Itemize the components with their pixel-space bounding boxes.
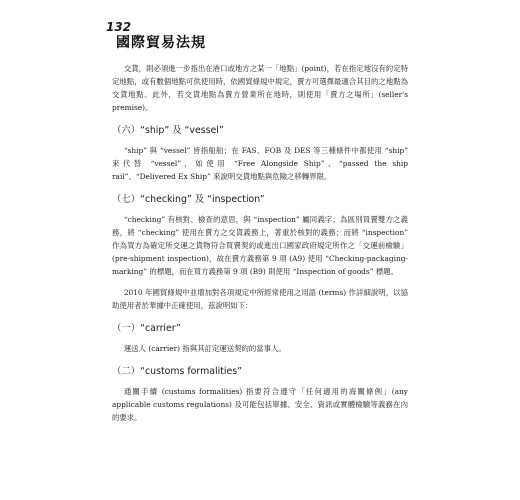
- paragraph-terms-intro: 2010 年國貿條規中並增加對各項規定中所經常使用之用語 (terms) 作詳細說明，以協助使用者於華據中正確使用，茲說明如下：: [112, 288, 408, 310]
- heading-customs-formalities: （二）“customs formalities”: [112, 366, 242, 377]
- heading-ship-vessel: （六）“ship” 及 “vessel”: [112, 125, 224, 136]
- paragraph-delivery-point: 交貨，則必須進一步指出在港口或地方之某一「地點」(point)，若在指定地沒有約定特定地點，或有數個地點可供使用時，依國貿條規中規定，賣方可選擇最適合其目的之地點為交貨地點。此外，若交貨地點為賣方營業所在地時，則使用「賣方之場所」(seller's premise)。: [112, 64, 408, 112]
- heading-carrier: （一）“carrier”: [112, 323, 181, 334]
- paragraph-carrier: 運送人 (carrier) 指與其訂定運送契約的當事人。: [123, 344, 286, 353]
- page-body: [112, 62, 408, 432]
- page-number: 132: [106, 20, 132, 34]
- paragraph-customs-formalities: 通關手續 (customs formalities) 指要符合遵守「任何適用的海關條例」(any applicable customs regulations) 及可能包括單據、安全、資訊或實體檢驗等義務在內的要求。: [112, 387, 408, 422]
- paragraph-ship-vessel: “ship” 與 “vessel” 皆指船舶；在 FAS、FOB 及 DES 等三種條件中都使用 “ship” 來代替 “vessel”，如使用 “Free Alongside Ship”、“passed the ship rail”、“Delivered Ex Ship” 來說明交貨地點與危險之移轉界限。: [112, 146, 408, 181]
- book-title: 國際貿易法規: [116, 35, 206, 51]
- heading-checking-inspection: （七）“checking” 及 “inspection”: [112, 194, 265, 205]
- paragraph-checking-inspection: “checking” 有核對、檢查的意思，與 “inspection” 屬同義字；為區別買賣雙方之義務，將 “checking” 使用在賣方之交貨義務上，著重於核對的義務；而將 “inspection” 作為買方為確定所交運之貨物符合買賣契約或進出口國家政府規定所作之「交運前檢驗」(pre-shipment inspection)，故在賣方義務第 9 項 (A9) 使用 “Checking-packaging-marking” 的標題，而在買方義務第 9 項 (B9) 則使用 “Inspection of goods” 標題。: [112, 215, 408, 276]
